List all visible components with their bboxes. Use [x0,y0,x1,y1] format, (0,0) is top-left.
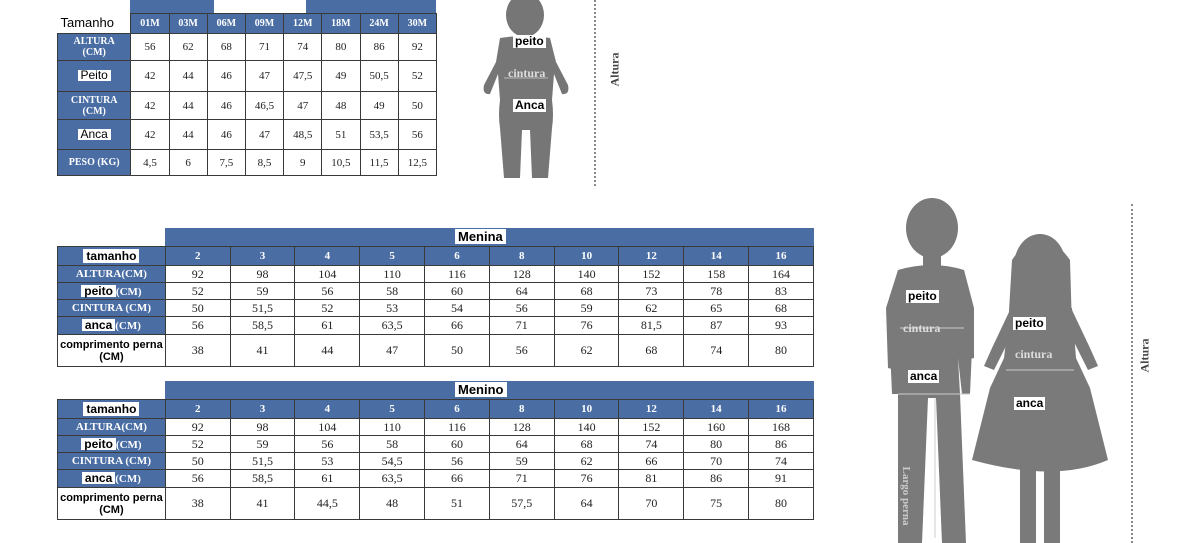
boy-size-header: 3 [230,400,295,419]
baby-corner-cell [58,14,131,34]
baby-table-cell: 44 [169,92,207,120]
girl-table-cell: 52 [295,300,360,317]
girl-table-cell: 164 [749,266,814,283]
baby-table-cell: 56 [398,120,436,150]
boy-row-label [58,488,166,520]
girl-table-cell: 116 [425,266,490,283]
baby-table-cell: 46 [207,92,245,120]
boy-table-cell: 60 [425,436,490,453]
boy-anca-label: anca [910,369,938,383]
girl-table-cell: 93 [749,317,814,335]
baby-peito-label: peito [515,34,544,48]
girl-table-row [58,266,814,283]
girl-table-cell: 152 [619,266,684,283]
baby-table-cell: 74 [284,34,322,61]
girl-table-cell: 78 [684,283,749,300]
girl-row-label-text: CINTURA (CM) [71,302,151,314]
girl-row-label-text: anca [82,319,115,331]
girl-table-cell: 71 [489,317,554,335]
baby-header-row [58,14,437,34]
girl-table-cell: 158 [684,266,749,283]
girl-size-header: 14 [684,247,749,266]
baby-table-cell: 92 [398,34,436,61]
baby-table-cell: 8,5 [245,150,283,176]
girl-table-cell: 64 [489,283,554,300]
boy-table-cell: 59 [489,453,554,470]
boy-table-cell: 74 [749,453,814,470]
boy-table-cell: 41 [230,488,295,520]
boy-table-cell: 152 [619,419,684,436]
girl-table-cell: 51,5 [230,300,295,317]
kids-altura-label: Altura [1137,338,1152,373]
boy-table-cell: 56 [295,436,360,453]
baby-size-header: 24M [360,14,398,34]
girl-row-label-text: ALTURA(CM) [75,268,147,280]
baby-table-cell: 49 [322,61,360,92]
girl-table-cell: 38 [165,335,230,367]
girl-table-cell: 73 [619,283,684,300]
boy-table-cell: 116 [425,419,490,436]
boy-corner-label: tamanho [83,402,139,416]
girl-table-cell: 81,5 [619,317,684,335]
kids-altura-line [1131,204,1133,543]
baby-table-row [58,61,437,92]
girl-header-row [58,247,814,266]
baby-size-header: 18M [322,14,360,34]
baby-table-row [58,34,437,61]
girl-table-cell: 56 [295,283,360,300]
girl-table-row [58,335,814,367]
boy-table-cell: 50 [165,453,230,470]
baby-anca-label: Anca [515,98,545,112]
boy-size-header: 16 [749,400,814,419]
boy-size-header: 2 [165,400,230,419]
girl-row-label [58,266,166,283]
girl-row-label-suffix: (CM) [115,285,142,298]
boy-table-cell: 74 [619,436,684,453]
girl-row-label [58,335,166,367]
baby-table-cell: 71 [245,34,283,61]
girl-table-row [58,300,814,317]
boy-table-row [58,453,814,470]
girl-table-cell: 140 [554,266,619,283]
boy-row-label-text: peito [81,438,116,450]
girl-table-cell: 59 [230,283,295,300]
baby-table-cell: 44 [169,61,207,92]
girl-table-cell: 110 [360,266,425,283]
girl-row-label-suffix: (CM) [115,320,141,332]
baby-table-row [58,150,437,176]
girl-table-cell: 62 [619,300,684,317]
baby-table-cell: 48 [322,92,360,120]
girl-row-label [58,317,166,335]
baby-table-cell: 49 [360,92,398,120]
baby-row-label-text: PESO (KG) [68,157,120,168]
boy-table-cell: 76 [554,470,619,488]
baby-table-cell: 9 [284,150,322,176]
baby-cintura-label: cintura [508,66,546,80]
baby-row-label-text: Anca [78,129,111,140]
baby-row-label-text: Peito [78,70,111,81]
boy-table-cell: 64 [554,488,619,520]
girl-anca-label: anca [1016,396,1044,410]
baby-table-cell: 42 [131,120,169,150]
girl-peito-label: peito [1015,316,1044,330]
boy-table-cell: 66 [619,453,684,470]
boy-peito-label: peito [908,289,937,303]
boy-table-cell: 86 [684,470,749,488]
girl-table-cell: 68 [749,300,814,317]
baby-table-cell: 42 [131,92,169,120]
boy-row-label-text: anca [82,472,115,484]
baby-silhouette [468,0,598,185]
girl-table-cell: 68 [619,335,684,367]
girl-table-cell: 50 [425,335,490,367]
boy-row-label-suffix: (CM) [115,473,141,485]
baby-table-cell: 56 [131,34,169,61]
boy-table-cell: 168 [749,419,814,436]
boy-table-cell: 98 [230,419,295,436]
baby-row-label-text: CINTURA (CM) [70,94,118,117]
boy-table-cell: 110 [360,419,425,436]
boy-table-row [58,419,814,436]
baby-table-cell: 68 [207,34,245,61]
baby-size-table [57,13,437,176]
girl-row-label-text: comprimento perna (CM) [60,338,163,363]
boy-table-cell: 75 [684,488,749,520]
boy-table-row [58,470,814,488]
baby-table-cell: 47,5 [284,61,322,92]
boy-size-header: 14 [684,400,749,419]
baby-table-cell: 48,5 [284,120,322,150]
boy-table-cell: 80 [749,488,814,520]
girl-table-cell: 62 [554,335,619,367]
boy-table-cell: 54,5 [360,453,425,470]
girl-table-cell: 92 [165,266,230,283]
baby-row-label [58,92,131,120]
baby-table-cell: 53,5 [360,120,398,150]
baby-table-cell: 50 [398,92,436,120]
girl-table-cell: 80 [749,335,814,367]
boy-table-cell: 58,5 [230,470,295,488]
girl-table-row [58,317,814,335]
girl-table-cell: 66 [425,317,490,335]
boy-table-cell: 128 [489,419,554,436]
girl-size-header: 5 [360,247,425,266]
boy-size-header: 6 [425,400,490,419]
girl-table-cell: 63,5 [360,317,425,335]
girl-size-header: 6 [425,247,490,266]
baby-row-label [58,120,131,150]
boy-row-label-suffix: (CM) [115,438,142,451]
baby-row-label-text: ALTURA (CM) [73,36,115,58]
girl-row-label-text: peito [81,285,116,297]
boy-table-cell: 57,5 [489,488,554,520]
girl-table-cell: 58 [360,283,425,300]
baby-size-header: 30M [398,14,436,34]
baby-table-cell: 7,5 [207,150,245,176]
girl-table-cell: 83 [749,283,814,300]
girl-corner-label: tamanho [83,249,139,263]
girl-size-table [57,246,814,367]
boy-table-cell: 51 [425,488,490,520]
boy-table-cell: 48 [360,488,425,520]
baby-size-header: 09M [245,14,283,34]
boy-row-label-text: CINTURA (CM) [71,455,151,467]
baby-table-cell: 46 [207,120,245,150]
baby-table-cell: 11,5 [360,150,398,176]
baby-size-header: 01M [131,14,169,34]
baby-table-cell: 47 [245,61,283,92]
girl-size-header: 10 [554,247,619,266]
boy-row-label [58,470,166,488]
girl-table-cell: 56 [489,300,554,317]
girl-table-cell: 50 [165,300,230,317]
baby-table-cell: 62 [169,34,207,61]
baby-row-label [58,34,131,61]
boy-table-cell: 80 [684,436,749,453]
girl-table-cell: 52 [165,283,230,300]
boy-table-cell: 71 [489,470,554,488]
baby-altura-label: Altura [607,52,622,87]
girl-table-cell: 54 [425,300,490,317]
girl-table-cell: 68 [554,283,619,300]
girl-cintura-label: cintura [1015,347,1053,361]
boy-row-label [58,453,166,470]
baby-altura-line [594,0,596,186]
boy-table-cell: 52 [165,436,230,453]
baby-size-header: 03M [169,14,207,34]
baby-row-label [58,61,131,92]
baby-table-cell: 52 [398,61,436,92]
girl-size-header: 4 [295,247,360,266]
boy-leg-label: Largo perna [900,466,912,526]
girl-size-header: 2 [165,247,230,266]
baby-table-cell: 6 [169,150,207,176]
boy-table-cell: 70 [684,453,749,470]
baby-table-cell: 86 [360,34,398,61]
boy-table-cell: 86 [749,436,814,453]
boy-table-cell: 63,5 [360,470,425,488]
boy-row-label-text: comprimento perna (CM) [60,491,163,516]
baby-table-cell: 50,5 [360,61,398,92]
boy-table-cell: 59 [230,436,295,453]
girl-table-cell: 87 [684,317,749,335]
boy-table-row [58,436,814,453]
girl-table-cell: 58,5 [230,317,295,335]
baby-table-cell: 46 [207,61,245,92]
boy-header-row [58,400,814,419]
girl-table-cell: 44 [295,335,360,367]
boy-row-label [58,419,166,436]
boy-title: Menino [455,382,507,397]
boy-size-header: 4 [295,400,360,419]
boy-table-cell: 56 [165,470,230,488]
boy-size-header: 5 [360,400,425,419]
girl-table-row [58,283,814,300]
boy-size-header: 8 [489,400,554,419]
baby-table-cell: 12,5 [398,150,436,176]
baby-table-cell: 47 [245,120,283,150]
boy-table-cell: 51,5 [230,453,295,470]
baby-title-redaction [214,0,306,13]
girl-table-cell: 53 [360,300,425,317]
boy-size-header: 12 [619,400,684,419]
boy-table-cell: 38 [165,488,230,520]
girl-table-cell: 98 [230,266,295,283]
girl-size-header: 12 [619,247,684,266]
boy-table-cell: 66 [425,470,490,488]
girl-table-cell: 61 [295,317,360,335]
boy-table-cell: 68 [554,436,619,453]
boy-table-cell: 53 [295,453,360,470]
baby-table-row [58,92,437,120]
girl-table-cell: 60 [425,283,490,300]
girl-title: Menina [455,229,506,244]
baby-size-header: 06M [207,14,245,34]
girl-table-cell: 65 [684,300,749,317]
boy-table-cell: 91 [749,470,814,488]
boy-size-header: 10 [554,400,619,419]
boy-row-label-text: ALTURA(CM) [75,421,147,433]
boy-table-cell: 56 [425,453,490,470]
girl-size-header: 3 [230,247,295,266]
boy-size-table [57,399,814,520]
girl-table-cell: 47 [360,335,425,367]
boy-table-cell: 104 [295,419,360,436]
boy-corner-cell [58,400,166,419]
girl-size-header: 16 [749,247,814,266]
baby-row-label [58,150,131,176]
girl-table-cell: 128 [489,266,554,283]
girl-corner-cell [58,247,166,266]
girl-table-cell: 56 [489,335,554,367]
boy-table-cell: 58 [360,436,425,453]
girl-row-label [58,283,166,300]
boy-table-row [58,488,814,520]
girl-table-cell: 76 [554,317,619,335]
girl-table-cell: 41 [230,335,295,367]
girl-size-header: 8 [489,247,554,266]
baby-table-cell: 44 [169,120,207,150]
baby-table-cell: 10,5 [322,150,360,176]
boy-cintura-label: cintura [903,321,941,335]
boy-row-label [58,436,166,453]
baby-corner-label: Tamanho [60,15,114,31]
baby-table-cell: 47 [284,92,322,120]
baby-size-header: 12M [284,14,322,34]
boy-table-cell: 44,5 [295,488,360,520]
girl-row-label [58,300,166,317]
girl-table-cell: 56 [165,317,230,335]
boy-table-cell: 61 [295,470,360,488]
baby-table-cell: 42 [131,61,169,92]
boy-table-cell: 62 [554,453,619,470]
boy-table-cell: 70 [619,488,684,520]
baby-table-cell: 51 [322,120,360,150]
girl-table-cell: 59 [554,300,619,317]
girl-table-cell: 104 [295,266,360,283]
baby-table-cell: 80 [322,34,360,61]
boy-table-cell: 64 [489,436,554,453]
boy-table-cell: 160 [684,419,749,436]
baby-table-cell: 46,5 [245,92,283,120]
baby-table-row [58,120,437,150]
boy-table-cell: 140 [554,419,619,436]
girl-table-cell: 74 [684,335,749,367]
boy-table-cell: 92 [165,419,230,436]
baby-table-cell: 4,5 [131,150,169,176]
boy-table-cell: 81 [619,470,684,488]
